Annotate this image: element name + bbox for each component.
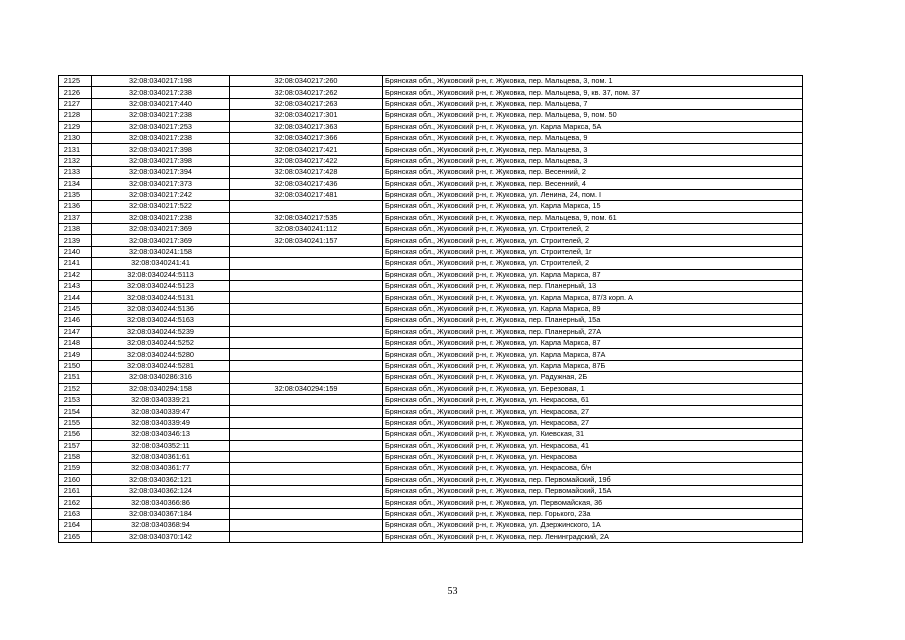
address-cell: Брянская обл., Жуковский р-н, г. Жуковка, ул. Некрасова, 61 xyxy=(383,394,803,405)
linked-cadastral-number-cell xyxy=(230,429,383,440)
table-row xyxy=(59,531,803,542)
table-row xyxy=(59,98,803,109)
address-cell: Брянская обл., Жуковский р-н, г. Жуковка, пер. Мальцева, 9, кв. 37, пом. 37 xyxy=(383,87,803,98)
address-cell: Брянская обл., Жуковский р-н, г. Жуковка, ул. Некрасова, б/н xyxy=(383,463,803,474)
linked-cadastral-number-cell: 32:08:0340217:428 xyxy=(230,167,383,178)
address-cell: Брянская обл., Жуковский р-н, г. Жуковка, ул. Карла Маркса, 5А xyxy=(383,121,803,132)
cadastral-number-cell: 32:08:0340217:242 xyxy=(92,189,230,200)
linked-cadastral-number-cell xyxy=(230,394,383,405)
linked-cadastral-number-cell xyxy=(230,349,383,360)
row-number-cell: 2128 xyxy=(59,110,92,121)
row-number-cell: 2151 xyxy=(59,372,92,383)
row-number-cell: 2133 xyxy=(59,167,92,178)
cadastral-number-cell: 32:08:0340217:369 xyxy=(92,224,230,235)
cadastral-number-cell: 32:08:0340244:5239 xyxy=(92,326,230,337)
table-row xyxy=(59,281,803,292)
cadastral-number-cell: 32:08:0340244:5123 xyxy=(92,281,230,292)
cadastral-number-cell: 32:08:0340367:184 xyxy=(92,508,230,519)
address-cell: Брянская обл., Жуковский р-н, г. Жуковка, пер. Горького, 23а xyxy=(383,508,803,519)
table-row xyxy=(59,326,803,337)
row-number-cell: 2162 xyxy=(59,497,92,508)
linked-cadastral-number-cell xyxy=(230,486,383,497)
linked-cadastral-number-cell: 32:08:0340217:535 xyxy=(230,212,383,223)
row-number-cell: 2150 xyxy=(59,360,92,371)
linked-cadastral-number-cell xyxy=(230,451,383,462)
address-cell: Брянская обл., Жуковский р-н, г. Жуковка, ул. Ленина, 24, пом. I xyxy=(383,189,803,200)
row-number-cell: 2159 xyxy=(59,463,92,474)
row-number-cell: 2145 xyxy=(59,303,92,314)
table-row xyxy=(59,155,803,166)
row-number-cell: 2134 xyxy=(59,178,92,189)
table-row xyxy=(59,383,803,394)
row-number-cell: 2156 xyxy=(59,429,92,440)
address-cell: Брянская обл., Жуковский р-н, г. Жуковка, ул. Строителей, 1г xyxy=(383,246,803,257)
row-number-cell: 2138 xyxy=(59,224,92,235)
table-row xyxy=(59,87,803,98)
cadastral-number-cell: 32:08:0340361:61 xyxy=(92,451,230,462)
cadastral-number-cell: 32:08:0340362:121 xyxy=(92,474,230,485)
cadastral-number-cell: 32:08:0340361:77 xyxy=(92,463,230,474)
address-cell: Брянская обл., Жуковский р-н, г. Жуковка, ул. Карла Маркса, 87А xyxy=(383,349,803,360)
address-cell: Брянская обл., Жуковский р-н, г. Жуковка, пер. Весенний, 4 xyxy=(383,178,803,189)
cadastral-number-cell: 32:08:0340370:142 xyxy=(92,531,230,542)
cadastral-number-cell: 32:08:0340244:5280 xyxy=(92,349,230,360)
linked-cadastral-number-cell xyxy=(230,406,383,417)
table-row xyxy=(59,178,803,189)
cadastral-number-cell: 32:08:0340286:316 xyxy=(92,372,230,383)
linked-cadastral-number-cell: 32:08:0340217:301 xyxy=(230,110,383,121)
address-cell: Брянская обл., Жуковский р-н, г. Жуковка, ул. Строителей, 2 xyxy=(383,258,803,269)
address-cell: Брянская обл., Жуковский р-н, г. Жуковка, ул. Карла Маркса, 87Б xyxy=(383,360,803,371)
row-number-cell: 2155 xyxy=(59,417,92,428)
address-cell: Брянская обл., Жуковский р-н, г. Жуковка, ул. Некрасова, 41 xyxy=(383,440,803,451)
cadastral-number-cell: 32:08:0340244:5136 xyxy=(92,303,230,314)
cadastral-number-cell: 32:08:0340217:238 xyxy=(92,87,230,98)
cadastral-number-cell: 32:08:0340339:47 xyxy=(92,406,230,417)
address-cell: Брянская обл., Жуковский р-н, г. Жуковка, ул. Первомайская, 36 xyxy=(383,497,803,508)
cadastral-number-cell: 32:08:0340217:398 xyxy=(92,155,230,166)
page-number: 53 xyxy=(447,586,458,597)
table-row xyxy=(59,224,803,235)
linked-cadastral-number-cell xyxy=(230,303,383,314)
linked-cadastral-number-cell xyxy=(230,315,383,326)
linked-cadastral-number-cell: 32:08:0340217:421 xyxy=(230,144,383,155)
table-row xyxy=(59,132,803,143)
table-row xyxy=(59,440,803,451)
address-cell: Брянская обл., Жуковский р-н, г. Жуковка, пер. Весенний, 2 xyxy=(383,167,803,178)
table-row xyxy=(59,76,803,87)
table-row xyxy=(59,258,803,269)
address-cell: Брянская обл., Жуковский р-н, г. Жуковка, пер. Мальцева, 9, пом. 61 xyxy=(383,212,803,223)
linked-cadastral-number-cell xyxy=(230,463,383,474)
linked-cadastral-number-cell xyxy=(230,246,383,257)
row-number-cell: 2161 xyxy=(59,486,92,497)
table-row xyxy=(59,292,803,303)
cadastral-number-cell: 32:08:0340241:158 xyxy=(92,246,230,257)
table-row xyxy=(59,372,803,383)
cadastral-number-cell: 32:08:0340244:5113 xyxy=(92,269,230,280)
table-row xyxy=(59,417,803,428)
table-row xyxy=(59,315,803,326)
row-number-cell: 2137 xyxy=(59,212,92,223)
table-row xyxy=(59,520,803,531)
row-number-cell: 2157 xyxy=(59,440,92,451)
cadastral-number-cell: 32:08:0340217:440 xyxy=(92,98,230,109)
linked-cadastral-number-cell xyxy=(230,520,383,531)
row-number-cell: 2149 xyxy=(59,349,92,360)
address-cell: Брянская обл., Жуковский р-н, г. Жуковка, ул. Строителей, 2 xyxy=(383,224,803,235)
table-row xyxy=(59,235,803,246)
cadastral-number-cell: 32:08:0340217:238 xyxy=(92,110,230,121)
address-cell: Брянская обл., Жуковский р-н, г. Жуковка, пер. Первомайский, 15А xyxy=(383,486,803,497)
row-number-cell: 2125 xyxy=(59,76,92,87)
table-body xyxy=(59,76,803,543)
table-row xyxy=(59,474,803,485)
linked-cadastral-number-cell: 32:08:0340217:262 xyxy=(230,87,383,98)
row-number-cell: 2164 xyxy=(59,520,92,531)
row-number-cell: 2135 xyxy=(59,189,92,200)
cadastral-number-cell: 32:08:0340217:369 xyxy=(92,235,230,246)
linked-cadastral-number-cell: 32:08:0340217:366 xyxy=(230,132,383,143)
address-cell: Брянская обл., Жуковский р-н, г. Жуковка, ул. Некрасова, 27 xyxy=(383,417,803,428)
row-number-cell: 2132 xyxy=(59,155,92,166)
cadastral-number-cell: 32:08:0340352:11 xyxy=(92,440,230,451)
table-row xyxy=(59,497,803,508)
address-cell: Брянская обл., Жуковский р-н, г. Жуковка, ул. Радужная, 2Б xyxy=(383,372,803,383)
address-cell: Брянская обл., Жуковский р-н, г. Жуковка, пер. Первомайский, 19б xyxy=(383,474,803,485)
cadastral-number-cell: 32:08:0340339:49 xyxy=(92,417,230,428)
address-cell: Брянская обл., Жуковский р-н, г. Жуковка, ул. Карла Маркса, 87/3 корп. А xyxy=(383,292,803,303)
linked-cadastral-number-cell: 32:08:0340217:422 xyxy=(230,155,383,166)
table-row xyxy=(59,463,803,474)
row-number-cell: 2143 xyxy=(59,281,92,292)
linked-cadastral-number-cell xyxy=(230,281,383,292)
cadastral-number-cell: 32:08:0340294:158 xyxy=(92,383,230,394)
row-number-cell: 2160 xyxy=(59,474,92,485)
address-cell: Брянская обл., Жуковский р-н, г. Жуковка, ул. Карла Маркса, 15 xyxy=(383,201,803,212)
linked-cadastral-number-cell xyxy=(230,292,383,303)
linked-cadastral-number-cell: 32:08:0340294:159 xyxy=(230,383,383,394)
address-cell: Брянская обл., Жуковский р-н, г. Жуковка, пер. Мальцева, 3, пом. 1 xyxy=(383,76,803,87)
cadastral-number-cell: 32:08:0340217:253 xyxy=(92,121,230,132)
row-number-cell: 2126 xyxy=(59,87,92,98)
linked-cadastral-number-cell xyxy=(230,337,383,348)
table-row xyxy=(59,349,803,360)
linked-cadastral-number-cell xyxy=(230,258,383,269)
table-row xyxy=(59,508,803,519)
cadastral-number-cell: 32:08:0340217:198 xyxy=(92,76,230,87)
row-number-cell: 2140 xyxy=(59,246,92,257)
linked-cadastral-number-cell xyxy=(230,474,383,485)
table-row xyxy=(59,269,803,280)
cadastral-number-cell: 32:08:0340217:238 xyxy=(92,132,230,143)
table-row xyxy=(59,360,803,371)
row-number-cell: 2146 xyxy=(59,315,92,326)
table-row xyxy=(59,303,803,314)
cadastral-number-cell: 32:08:0340346:13 xyxy=(92,429,230,440)
cadastral-number-cell: 32:08:0340244:5131 xyxy=(92,292,230,303)
address-cell: Брянская обл., Жуковский р-н, г. Жуковка, пер. Мальцева, 3 xyxy=(383,144,803,155)
row-number-cell: 2158 xyxy=(59,451,92,462)
row-number-cell: 2142 xyxy=(59,269,92,280)
data-table xyxy=(58,75,803,543)
address-cell: Брянская обл., Жуковский р-н, г. Жуковка, пер. Мальцева, 9, пом. 50 xyxy=(383,110,803,121)
row-number-cell: 2131 xyxy=(59,144,92,155)
row-number-cell: 2147 xyxy=(59,326,92,337)
row-number-cell: 2144 xyxy=(59,292,92,303)
address-cell: Брянская обл., Жуковский р-н, г. Жуковка, пер. Планерный, 15а xyxy=(383,315,803,326)
linked-cadastral-number-cell xyxy=(230,372,383,383)
table-row xyxy=(59,451,803,462)
row-number-cell: 2129 xyxy=(59,121,92,132)
cadastral-number-cell: 32:08:0340217:522 xyxy=(92,201,230,212)
address-cell: Брянская обл., Жуковский р-н, г. Жуковка, пер. Мальцева, 7 xyxy=(383,98,803,109)
address-cell: Брянская обл., Жуковский р-н, г. Жуковка, пер. Мальцева, 9 xyxy=(383,132,803,143)
address-cell: Брянская обл., Жуковский р-н, г. Жуковка, ул. Некрасова xyxy=(383,451,803,462)
linked-cadastral-number-cell xyxy=(230,417,383,428)
row-number-cell: 2136 xyxy=(59,201,92,212)
linked-cadastral-number-cell: 32:08:0340217:263 xyxy=(230,98,383,109)
table-row xyxy=(59,121,803,132)
table-row xyxy=(59,394,803,405)
table-row xyxy=(59,167,803,178)
table-row xyxy=(59,201,803,212)
cadastral-number-cell: 32:08:0340339:21 xyxy=(92,394,230,405)
row-number-cell: 2127 xyxy=(59,98,92,109)
table-row xyxy=(59,406,803,417)
linked-cadastral-number-cell xyxy=(230,360,383,371)
linked-cadastral-number-cell xyxy=(230,326,383,337)
table-row xyxy=(59,189,803,200)
row-number-cell: 2130 xyxy=(59,132,92,143)
address-cell: Брянская обл., Жуковский р-н, г. Жуковка, ул. Некрасова, 27 xyxy=(383,406,803,417)
address-cell: Брянская обл., Жуковский р-н, г. Жуковка, ул. Киевская, 31 xyxy=(383,429,803,440)
cadastral-number-cell: 32:08:0340217:373 xyxy=(92,178,230,189)
linked-cadastral-number-cell: 32:08:0340241:112 xyxy=(230,224,383,235)
cadastral-number-cell: 32:08:0340217:398 xyxy=(92,144,230,155)
row-number-cell: 2152 xyxy=(59,383,92,394)
address-cell: Брянская обл., Жуковский р-н, г. Жуковка, ул. Карла Маркса, 87 xyxy=(383,337,803,348)
cadastral-number-cell: 32:08:0340217:238 xyxy=(92,212,230,223)
address-cell: Брянская обл., Жуковский р-н, г. Жуковка, пер. Планерный, 27А xyxy=(383,326,803,337)
table-row xyxy=(59,110,803,121)
cadastral-number-cell: 32:08:0340244:5163 xyxy=(92,315,230,326)
linked-cadastral-number-cell xyxy=(230,497,383,508)
linked-cadastral-number-cell xyxy=(230,269,383,280)
table-row xyxy=(59,144,803,155)
linked-cadastral-number-cell xyxy=(230,508,383,519)
row-number-cell: 2141 xyxy=(59,258,92,269)
row-number-cell: 2148 xyxy=(59,337,92,348)
row-number-cell: 2139 xyxy=(59,235,92,246)
linked-cadastral-number-cell: 32:08:0340217:436 xyxy=(230,178,383,189)
linked-cadastral-number-cell xyxy=(230,531,383,542)
cadastral-number-cell: 32:08:0340244:5281 xyxy=(92,360,230,371)
row-number-cell: 2163 xyxy=(59,508,92,519)
linked-cadastral-number-cell: 32:08:0340241:157 xyxy=(230,235,383,246)
linked-cadastral-number-cell: 32:08:0340217:260 xyxy=(230,76,383,87)
address-cell: Брянская обл., Жуковский р-н, г. Жуковка, ул. Карла Маркса, 89 xyxy=(383,303,803,314)
cadastral-number-cell: 32:08:0340368:94 xyxy=(92,520,230,531)
linked-cadastral-number-cell xyxy=(230,201,383,212)
table-row xyxy=(59,429,803,440)
row-number-cell: 2165 xyxy=(59,531,92,542)
address-cell: Брянская обл., Жуковский р-н, г. Жуковка, ул. Березовая, 1 xyxy=(383,383,803,394)
address-cell: Брянская обл., Жуковский р-н, г. Жуковка, ул. Дзержинского, 1А xyxy=(383,520,803,531)
cadastral-number-cell: 32:08:0340244:5252 xyxy=(92,337,230,348)
row-number-cell: 2154 xyxy=(59,406,92,417)
cadastral-number-cell: 32:08:0340362:124 xyxy=(92,486,230,497)
table-row xyxy=(59,337,803,348)
table-row xyxy=(59,246,803,257)
linked-cadastral-number-cell: 32:08:0340217:363 xyxy=(230,121,383,132)
row-number-cell: 2153 xyxy=(59,394,92,405)
address-cell: Брянская обл., Жуковский р-н, г. Жуковка, пер. Мальцева, 3 xyxy=(383,155,803,166)
address-cell: Брянская обл., Жуковский р-н, г. Жуковка, ул. Карла Маркса, 87 xyxy=(383,269,803,280)
table-row xyxy=(59,212,803,223)
cadastral-number-cell: 32:08:0340241:41 xyxy=(92,258,230,269)
linked-cadastral-number-cell xyxy=(230,440,383,451)
address-cell: Брянская обл., Жуковский р-н, г. Жуковка, ул. Строителей, 2 xyxy=(383,235,803,246)
cadastral-number-cell: 32:08:0340366:86 xyxy=(92,497,230,508)
address-cell: Брянская обл., Жуковский р-н, г. Жуковка, пер. Ленинградский, 2А xyxy=(383,531,803,542)
linked-cadastral-number-cell: 32:08:0340217:481 xyxy=(230,189,383,200)
table-row xyxy=(59,486,803,497)
cadastral-number-cell: 32:08:0340217:394 xyxy=(92,167,230,178)
address-cell: Брянская обл., Жуковский р-н, г. Жуковка, пер. Планерный, 13 xyxy=(383,281,803,292)
